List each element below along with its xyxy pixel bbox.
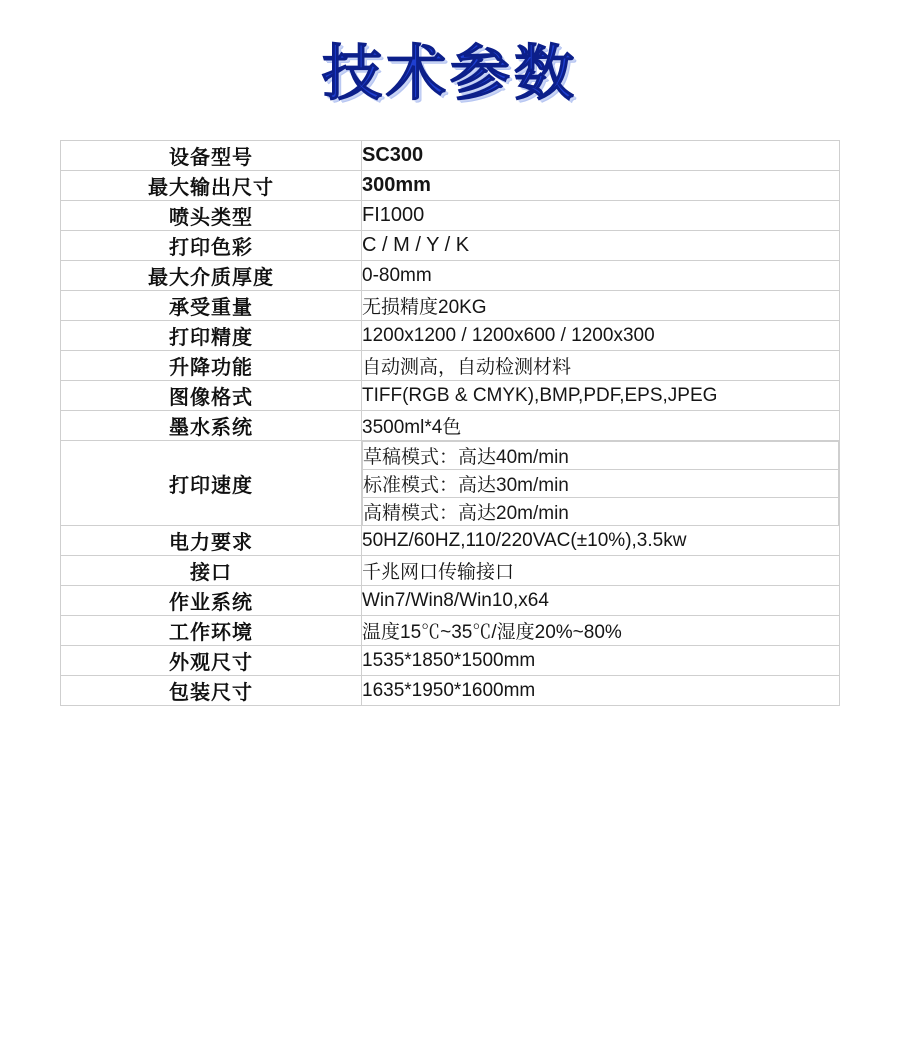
print-speed-standard: 标准模式：高达30m/min <box>363 470 839 498</box>
table-row <box>61 526 840 556</box>
print-speed-draft: 草稿模式：高达40m/min <box>363 442 839 470</box>
table-row <box>61 676 840 706</box>
table-row <box>61 261 840 291</box>
table-row <box>61 586 840 616</box>
row-value: 千兆网口传输接口 <box>362 556 840 586</box>
row-label: 最大输出尺寸 <box>61 171 362 201</box>
row-value: 3500ml*4色 <box>362 411 840 441</box>
table-row <box>61 201 840 231</box>
row-value: TIFF(RGB & CMYK),BMP,PDF,EPS,JPEG <box>362 381 840 411</box>
row-value: 无损精度20KG <box>362 291 840 321</box>
table-row <box>61 291 840 321</box>
row-label: 图像格式 <box>61 381 362 411</box>
table-row <box>61 141 840 171</box>
table-row <box>61 171 840 201</box>
row-value: C / M / Y / K <box>362 231 840 261</box>
row-label: 接口 <box>61 556 362 586</box>
print-speed-row <box>363 442 839 470</box>
table-row <box>61 556 840 586</box>
row-label: 作业系统 <box>61 586 362 616</box>
table-row <box>61 321 840 351</box>
row-label: 打印速度 <box>61 441 362 526</box>
row-value: 1535*1850*1500mm <box>362 646 840 676</box>
table-row <box>61 351 840 381</box>
row-value: 1635*1950*1600mm <box>362 676 840 706</box>
row-label: 包装尺寸 <box>61 676 362 706</box>
row-value: 50HZ/60HZ,110/220VAC(±10%),3.5kw <box>362 526 840 556</box>
print-speed-table <box>362 441 839 525</box>
print-speed-fine: 高精模式：高达20m/min <box>363 498 839 526</box>
row-label: 打印精度 <box>61 321 362 351</box>
row-value: SC300 <box>362 141 840 171</box>
row-label: 打印色彩 <box>61 231 362 261</box>
page-title: 技术参数 <box>322 40 578 107</box>
row-value: Win7/Win8/Win10,x64 <box>362 586 840 616</box>
row-value: 自动测高，自动检测材料 <box>362 351 840 381</box>
row-label: 工作环境 <box>61 616 362 646</box>
row-value: 0-80mm <box>362 261 840 291</box>
table-row <box>61 616 840 646</box>
row-value: 300mm <box>362 171 840 201</box>
row-label: 墨水系统 <box>61 411 362 441</box>
print-speed-row <box>363 470 839 498</box>
spec-table-wrapper <box>60 140 840 706</box>
print-speed-modes <box>362 441 840 526</box>
row-label: 喷头类型 <box>61 201 362 231</box>
row-value: FI1000 <box>362 201 840 231</box>
table-row <box>61 646 840 676</box>
row-label: 外观尺寸 <box>61 646 362 676</box>
table-row <box>61 381 840 411</box>
table-row <box>61 231 840 261</box>
row-label: 承受重量 <box>61 291 362 321</box>
table-row-print-speed <box>61 441 840 526</box>
row-label: 电力要求 <box>61 526 362 556</box>
spec-table <box>60 140 840 706</box>
table-row <box>61 411 840 441</box>
row-label: 升降功能 <box>61 351 362 381</box>
row-value: 1200x1200 / 1200x600 / 1200x300 <box>362 321 840 351</box>
row-label: 最大介质厚度 <box>61 261 362 291</box>
row-value: 温度15℃~35℃/湿度20%~80% <box>362 616 840 646</box>
row-label: 设备型号 <box>61 141 362 171</box>
print-speed-row <box>363 498 839 526</box>
